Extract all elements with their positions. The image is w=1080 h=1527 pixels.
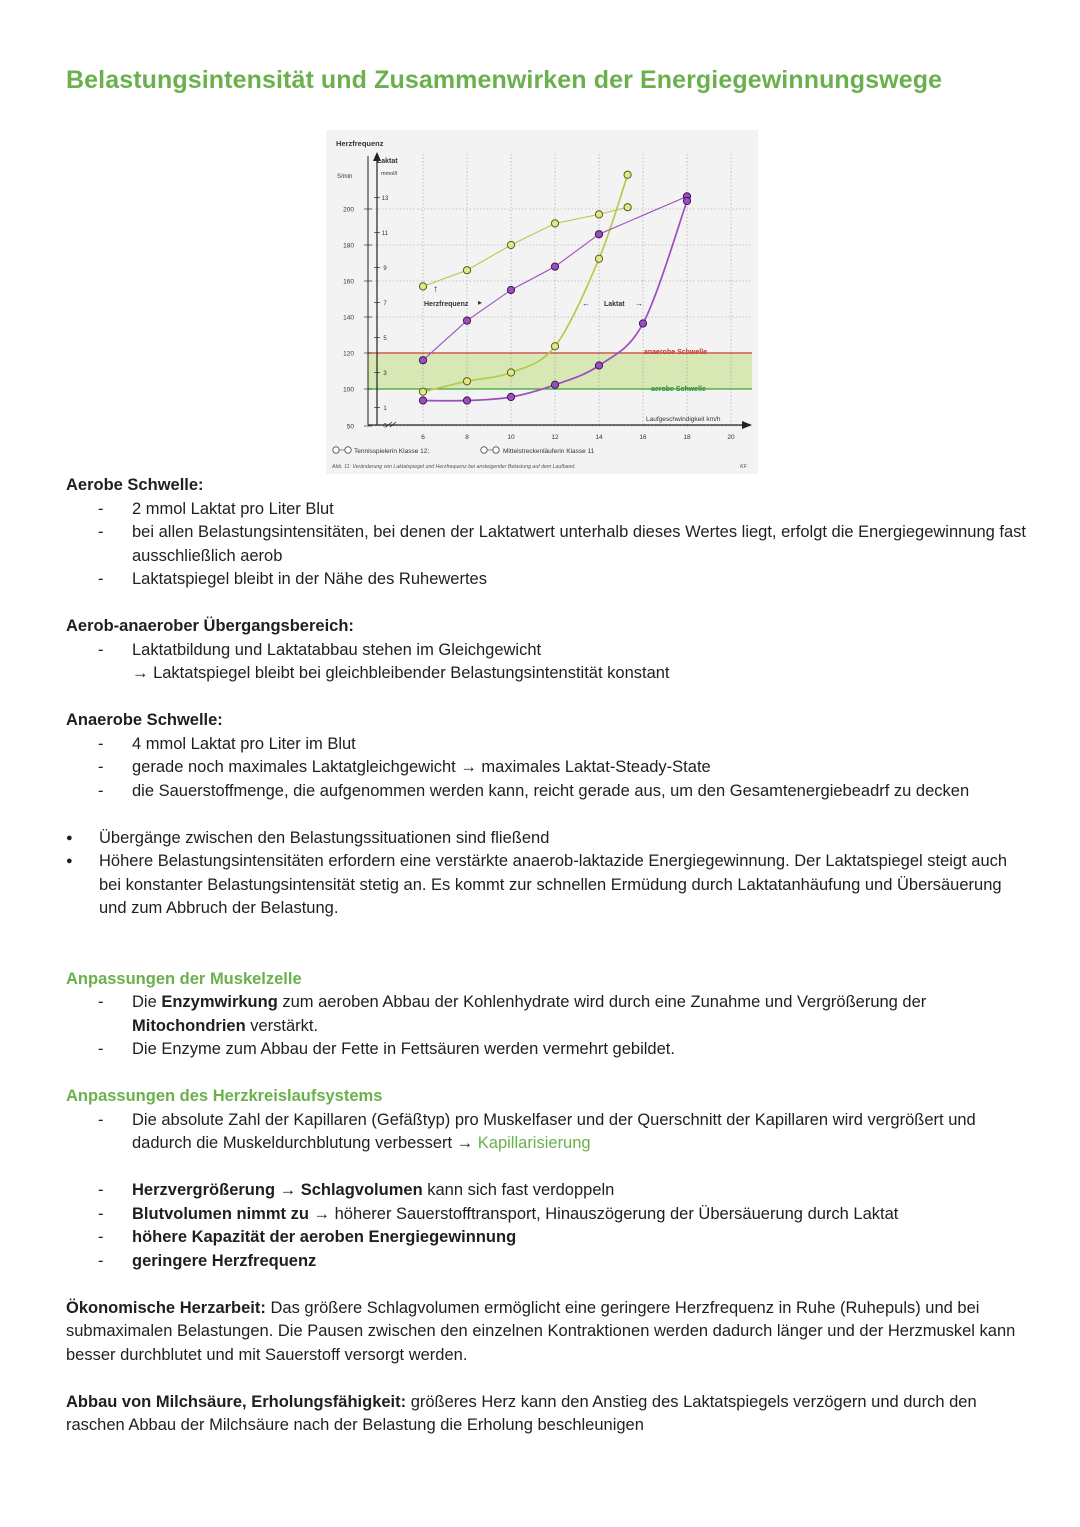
lactate-heart-rate-chart: [326, 130, 758, 474]
lactate-tick-label: 9: [383, 266, 387, 272]
x-tick-label: 18: [683, 434, 691, 441]
list-item: ● Höhere Belastungsintensitäten erfordern eine verstärkte anaerob-laktazide Energiegewinnung. Der Laktatspiegel steigt auch bei konstanter Belastungsintensität stetig an. Es kommt zur schnellen Ermüdung durch Laktatanhäufung und Übersäuerung und zum Abbruch der Belastung.: [66, 850, 1026, 921]
section-heading: Aerob-anaerober Übergangsbereich:: [66, 617, 354, 635]
lactate-axis-unit: mmol/l: [381, 171, 398, 177]
hr-axis-label: Herzfrequenz: [336, 139, 384, 148]
data-point: [463, 378, 470, 385]
section-heading: Anaerobe Schwelle:: [66, 711, 223, 729]
legend-marker: [481, 447, 487, 453]
dash-list: [66, 1109, 1026, 1156]
section-muscle-adaptations: [66, 968, 1026, 1062]
dash-list: [66, 991, 1026, 1062]
figure-caption: Abb. 11: Veränderung von Laktatspiegel und Herzfrequenz bei ansteigender Belastung auf dem Laufband.: [332, 464, 576, 470]
data-point: [463, 397, 470, 404]
section-aerobic-threshold: [66, 474, 1026, 592]
data-point: [419, 357, 426, 364]
corner-mark: KF: [740, 464, 748, 470]
data-point: [624, 171, 631, 178]
lactate-curve-label: Laktat: [604, 301, 625, 308]
legend-entry-tennis: Tennisspielerin Klasse 12;: [354, 448, 430, 455]
x-tick-label: 6: [421, 434, 425, 441]
x-tick-label: 20: [727, 434, 735, 441]
data-point: [624, 204, 631, 211]
data-point: [551, 263, 558, 270]
section-cardiovascular-adaptations: [66, 1085, 1026, 1273]
lactate-tick-label: 0: [383, 423, 387, 430]
dash-list: [66, 639, 1026, 663]
legend-marker: [345, 447, 351, 453]
followup-text: → Laktatspiegel bleibt bei gleichbleibender Belastungsintenstität konstant: [132, 664, 670, 682]
list-item: ● Übergänge zwischen den Belastungssituationen sind fließend: [66, 827, 1026, 851]
lactate-tick-label: 7: [383, 301, 387, 307]
dash-list: [66, 733, 1026, 804]
arrow-right-icon: ▸: [478, 298, 483, 307]
data-point: [507, 393, 514, 400]
data-point: [595, 211, 602, 218]
data-point: [463, 317, 470, 324]
hr-tick-label: 140: [343, 314, 354, 322]
page-title: Belastungsintensität und Zusammenwirken der Energiegewinnungswege: [66, 66, 943, 94]
paragraph-lactate-recovery: Abbau von Milchsäure, Erholungsfähigkeit: größeres Herz kann den Anstieg des Laktatspiegels verzögern und durch den raschen Abbau der Milchsäure nach der Belastung die Erholung beschleunigen: [66, 1392, 977, 1434]
data-point: [595, 255, 602, 262]
arrow-left-icon: ←: [582, 299, 590, 308]
data-point: [419, 283, 426, 290]
list-item: - Herzvergrößerung → Schlagvolumen kann sich fast verdoppeln: [66, 1179, 1026, 1203]
legend-marker: [493, 447, 499, 453]
lactate-tick-label: 1: [383, 406, 387, 412]
hr-axis-unit: S/min: [337, 174, 353, 180]
list-item: - 2 mmol Laktat pro Liter Blut: [66, 498, 1026, 522]
lactate-tick-label: 3: [383, 371, 387, 377]
x-tick-label: 16: [639, 434, 647, 441]
x-tick-label: 12: [551, 434, 559, 441]
data-point: [551, 220, 558, 227]
list-item: - 4 mmol Laktat pro Liter im Blut: [66, 733, 1026, 757]
list-item: - Die Enzymwirkung zum aeroben Abbau der Kohlenhydrate wird durch eine Zunahme und Vergrößerung der Mitochondrien verstärkt.: [66, 991, 1026, 1038]
list-item: - die Sauerstoffmenge, die aufgenommen werden kann, reicht gerade aus, um den Gesamtenergiebeadrf zu decken: [66, 780, 1026, 804]
hr-tick-label: 160: [343, 278, 354, 286]
lactate-axis-label: Laktat: [377, 158, 398, 165]
data-point: [595, 231, 602, 238]
data-point: [507, 241, 514, 248]
data-point: [419, 397, 426, 404]
x-tick-label: 8: [465, 434, 469, 441]
legend-entry-runner: Mittelstreckenläuferin Klasse 11: [503, 448, 595, 455]
data-point: [595, 362, 602, 369]
data-point: [683, 197, 690, 204]
legend-marker: [333, 447, 339, 453]
lactate-tick-label: 13: [381, 196, 389, 202]
hr-tick-label: 50: [346, 423, 354, 431]
list-item: - gerade noch maximales Laktatgleichgewicht → maximales Laktat-Steady-State: [66, 756, 1026, 780]
aerobic-threshold-label: aerobe Schwelle: [651, 386, 706, 393]
list-item: - Die Enzyme zum Abbau der Fette in Fettsäuren werden vermehrt gebildet.: [66, 1038, 1026, 1062]
hr-tick-label: 120: [343, 350, 354, 358]
lactate-tick-label: 5: [383, 336, 387, 342]
data-point: [507, 369, 514, 376]
dash-list: [66, 1179, 1026, 1273]
keyword-kapillarisierung: Kapillarisierung: [477, 1134, 591, 1152]
data-point: [551, 343, 558, 350]
hr-tick-label: 200: [343, 206, 354, 214]
list-item: - bei allen Belastungsintensitäten, bei denen der Laktatwert unterhalb dieses Wertes liegt, erfolgt die Energiegewinnung fast ausschließlich aerob: [66, 521, 1026, 568]
document-body: [66, 474, 1026, 1438]
lactate-tick-label: 11: [381, 231, 389, 237]
list-item: - geringere Herzfrequenz: [66, 1250, 1026, 1274]
x-tick-label: 10: [507, 434, 515, 441]
data-point: [463, 267, 470, 274]
list-item: - Blutvolumen nimmt zu → höherer Sauerstofftransport, Hinauszögerung der Übersäuerung durch Laktat: [66, 1203, 1026, 1227]
data-point: [639, 320, 646, 327]
bullet-list: [66, 827, 1026, 921]
paragraph-economic-heart-work: Ökonomische Herzarbeit: Das größere Schlagvolumen ermöglicht eine geringere Herzfrequenz in Ruhe (Ruhepuls) und bei submaximalen Belastungen. Die Pausen zwischen den einzelnen Kontraktionen werden dadurch länger und der Herzmuskel kann besser durchblutet und mit Sauerstoff versorgt werden.: [66, 1298, 1016, 1364]
data-point: [507, 286, 514, 293]
arrow-right-icon: →: [635, 299, 643, 308]
hr-curve-label: Herzfrequenz: [424, 301, 469, 308]
section-transition-zone: [66, 615, 1026, 686]
x-axis-label: Laufgeschwindigkeit km/h: [646, 416, 721, 423]
data-point: [419, 388, 426, 395]
arrow-up-icon: ↑: [433, 284, 438, 295]
dash-list: [66, 498, 1026, 592]
anaerobic-threshold-label: anaerobe Schwelle: [644, 349, 708, 356]
section-heading: Aerobe Schwelle:: [66, 476, 204, 494]
data-point: [551, 381, 558, 388]
list-item: - Laktatbildung und Laktatabbau stehen im Gleichgewicht: [66, 639, 1026, 663]
list-item: - höhere Kapazität der aeroben Energiegewinnung: [66, 1226, 1026, 1250]
section-heading: Anpassungen des Herzkreislaufsystems: [66, 1087, 383, 1105]
list-item: - Laktatspiegel bleibt in der Nähe des Ruhewertes: [66, 568, 1026, 592]
section-anaerobic-threshold: [66, 709, 1026, 803]
hr-tick-label: 100: [343, 386, 354, 394]
section-heading: Anpassungen der Muskelzelle: [66, 969, 302, 988]
x-tick-label: 14: [595, 434, 603, 441]
list-item: - Die absolute Zahl der Kapillaren (Gefäßtyp) pro Muskelfaser und der Querschnitt der Kapillaren wird vergrößert und dadurch die Muskeldurchblutung verbessert → Kapillarisierung: [66, 1109, 1026, 1156]
hr-tick-label: 180: [343, 242, 354, 250]
